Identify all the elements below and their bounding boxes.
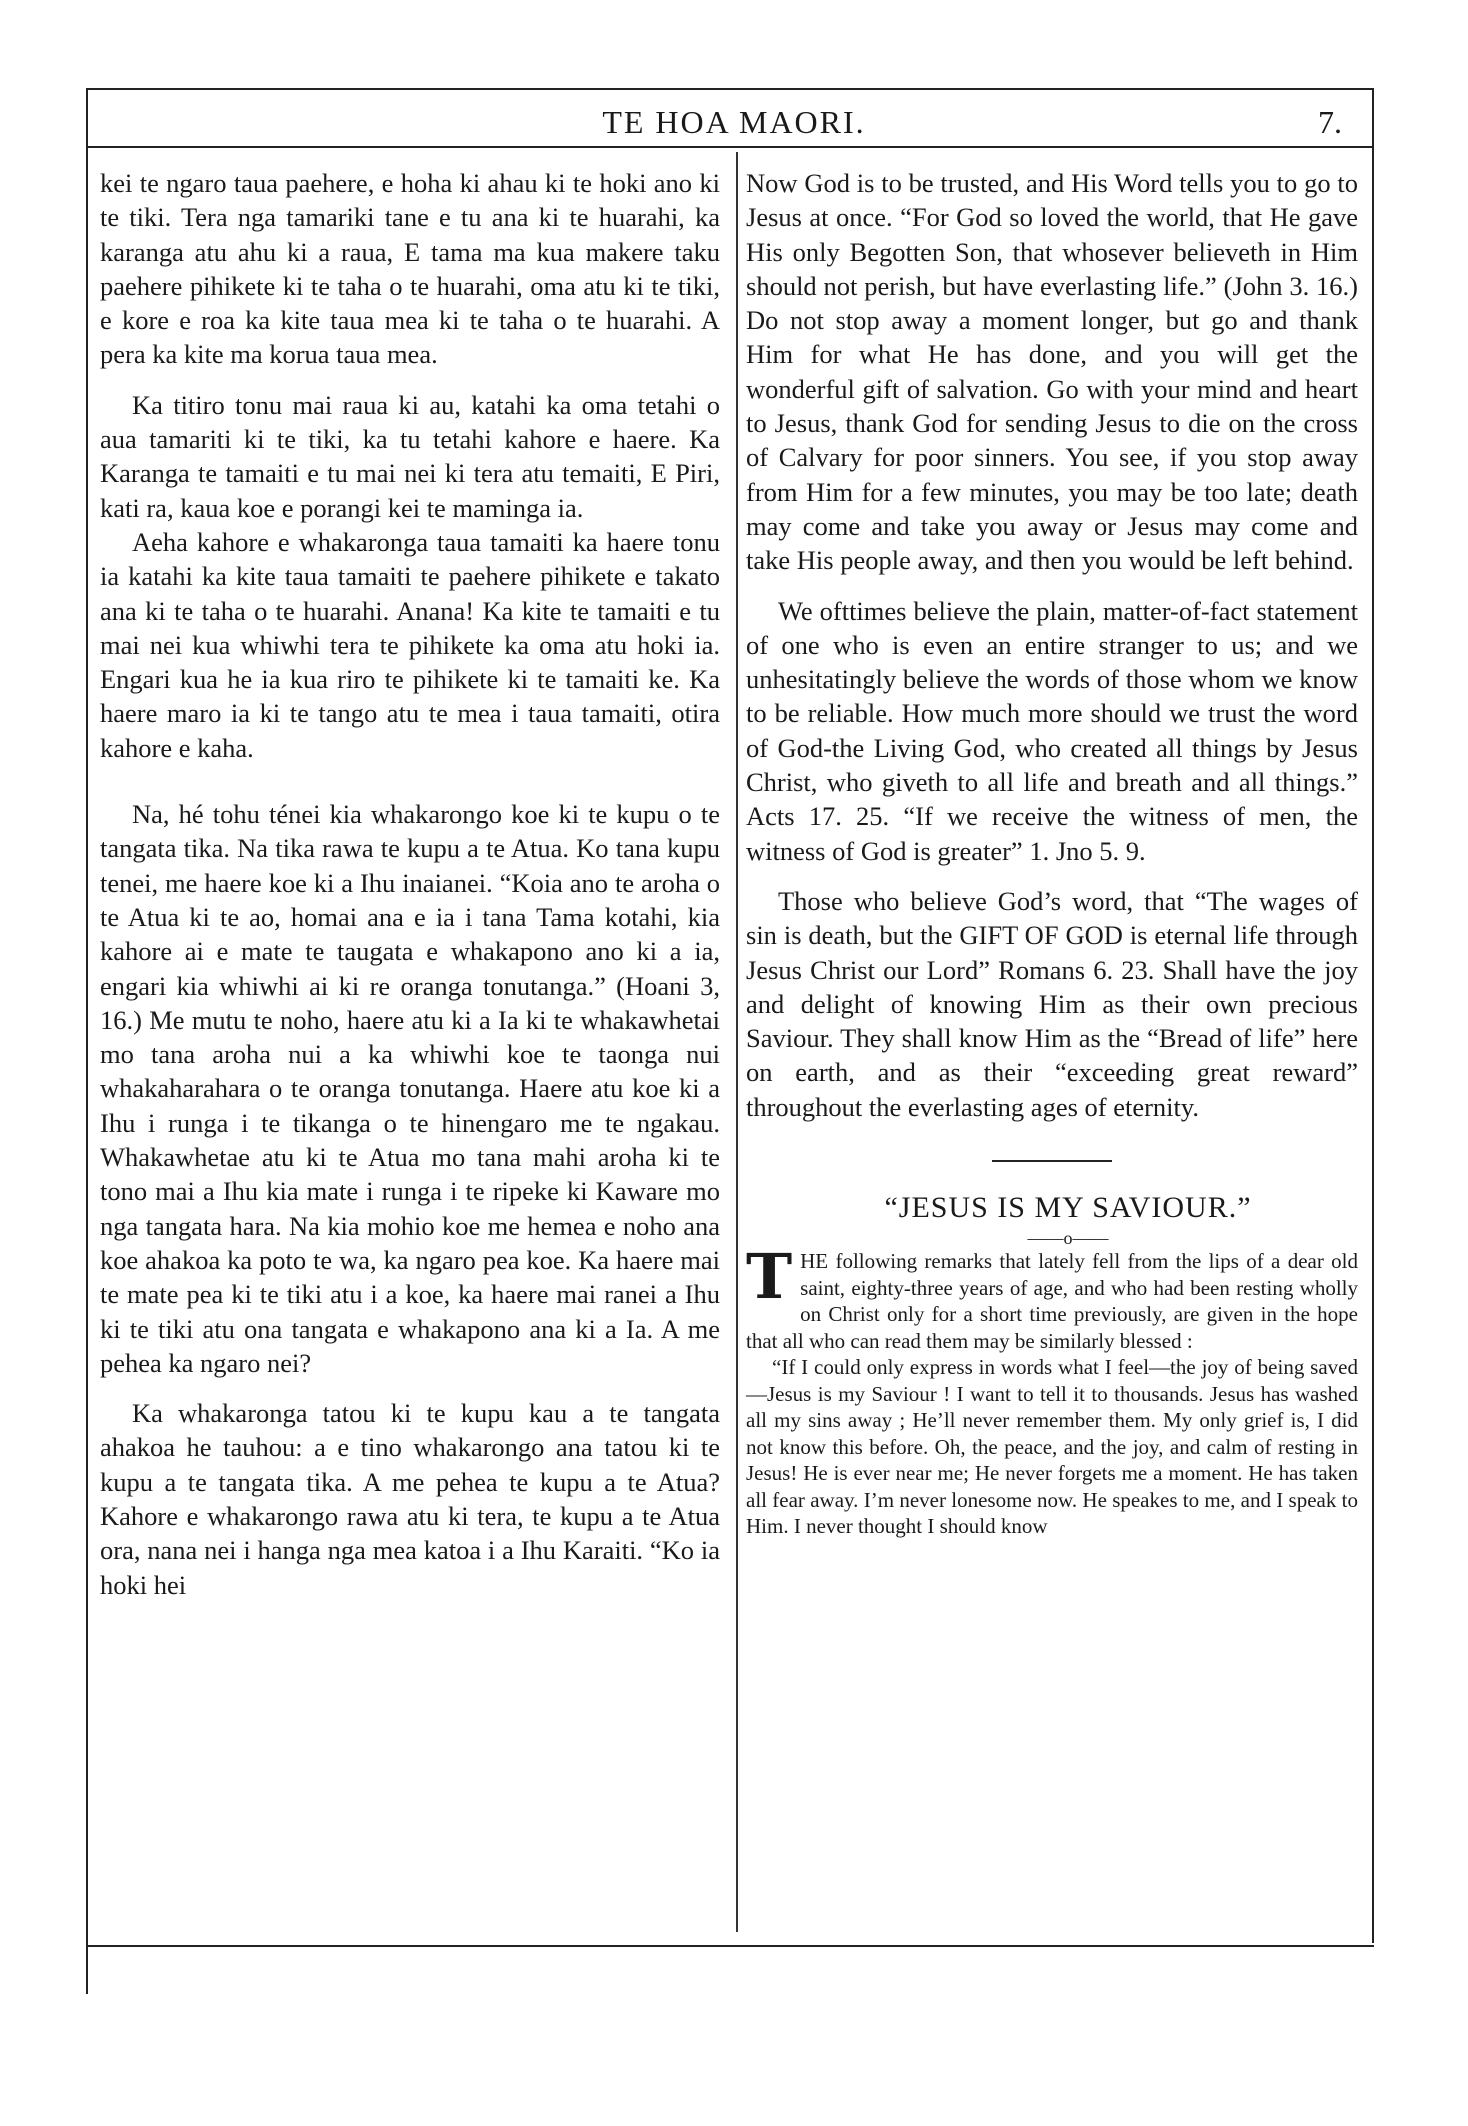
article-intro — [746, 1240, 1358, 1354]
drop-cap: T — [746, 1240, 793, 1314]
column-divider — [736, 152, 738, 1932]
left-column — [100, 166, 720, 1602]
paragraph: kei te ngaro taua paehere, e hoha ki ahau ki te hoki ano ki te tiki. Tera nga tamariki tane e tu ana ki te huarahi, ka karanga atu ahu ki a raua, E tama ma kua makere taku paehere pihikete ki te taha o te huarahi, oma atu ki te tiki, e kore e roa ka kite taua mea ki te taha o te huarahi. A pera ka kite ma korua taua mea. — [100, 168, 720, 370]
paragraph: Ka titiro tonu mai raua ki au, katahi ka oma tetahi o aua tamariti ki te tiki, ka tu tetahi kahore e haere. Ka Karanga te tamaiti e tu mai nei ki tera atu temaiti, E Piri, kati ra, kaua koe e porangi kei te maminga ia. — [100, 389, 720, 523]
right-frame-line — [1372, 88, 1374, 1943]
title-separator: ——o—— — [1027, 1228, 1109, 1249]
paragraph: Ka whakaronga tatou ki te kupu kau a te tangata ahakoa he tauhou: a e tino whakarongo ana tatou ki te kupu a te tangata tika. A me pehea te kupu a te Atua? Kahore e whakarongo rawa atu ki tera, te kupu a te Atua ora, nana nei i hanga nga mea katoa i a Ihu Karaiti. “Ko ia hoki hei — [100, 1398, 720, 1600]
left-frame-line — [86, 88, 88, 1994]
paragraph: Aeha kahore e whakaronga taua tamaiti ka haere tonu ia katahi ka kite taua tamaiti te paehere pihikete e takato ana ki te taha o te huarahi. Anana! Ka kite te tamaiti e tu mai nei kua whiwhi tera te pihikete ka oma atu hoki ia. Engari kua he ia kua riro te pihikete ki te tamaiti ke. Ka haere maro ia ki te tango atu te mea i taua tamaiti, otira kahore e kaha. — [100, 526, 720, 763]
paragraph: Now God is to be trusted, and His Word tells you to go to Jesus at once. “For God so loved the world, that He gave His only Begotten Son, that whosever believeth in Him should not perish, but have everlasting life.” (John 3. 16.) Do not stop away a moment longer, but go and thank Him for what He has done, and you will get the wonderful gift of salvation. Go with your mind and heart to Jesus, thank God for sending Jesus to die on the cross of Calvary for poor sinners. You see, if you stop away from Him for a few minutes, you may be too late; death may come and take you away or Jesus may come and take His people away, and then you would be left behind. — [746, 168, 1358, 576]
top-rule — [86, 88, 1374, 90]
section-rule — [992, 1160, 1112, 1162]
paragraph: Those who believe God’s word, that “The wages of sin is death, but the GIFT OF GOD is eternal life through Jesus Christ our Lord” Romans 6. 23. Shall have the joy and delight of knowing Him as their own precious Saviour. They shall know Him as the “Bread of life” here on earth, and as their “exceeding great reward” throughout the everlasting ages of eternity. — [746, 885, 1358, 1122]
bottom-rule — [86, 1945, 1374, 1947]
masthead-title: TE HOA MAORI. — [602, 104, 866, 140]
article-quote: “If I could only express in words what I feel—the joy of being saved—Jesus is my Saviour ! I want to tell it to thousands. Jesus has washed all my sins away ; He’ll never remember them. My only grief is, I did not know this before. Oh, the peace, and the joy, and calm of resting in Jesus! He is ever near me; He never forgets me a moment. He has taken all fear away. I’m never lonesome now. He speakes to me, and I speak to Him. I never thought I should know — [746, 1355, 1358, 1539]
header-rule — [86, 146, 1374, 148]
paragraph: Na, hé tohu ténei kia whakarongo koe ki te kupu o te tangata tika. Na tika rawa te kupu a te Atua. Ko tana kupu tenei, me haere koe ki a Ihu inaianei. “Koia ano te aroha o te Atua ki te ao, homai ana e ia i tana Tama kotahi, kia kahore ai e mate te taugata e whakapono ano ki a ia, engari kia whiwhi ai ki re oranga tonutanga.” (Hoani 3, 16.) Me mutu te noho, haere atu ki a Ia ki te whakawhetai mo tana aroha nui a ka whiwhi koe te taonga nui whakaharahara o te oranga tonutanga. Haere atu koe ki a Ihu i runga i te tikanga o te hinengaro me te ngakau. Whakawhetae atu ki te Atua mo tana mahi aroha ki te tono mai a Ihu kia mate i runga i te ripeke ki Kaware mo nga tangata hara. Na kia mohio koe me hemea e noho ana koe ahakoa ka poto te wa, ka ngaro pea koe. Ka haere mai te mate pea ki te tiki atu i a koe, ka haere mai ranei a Ihu ki te tiki atu ona tangata e whakapono ana ki a Ia. A me pehea ka ngaro nei? — [100, 799, 720, 1378]
paragraph: We ofttimes believe the plain, matter-of-fact statement of one who is even an entire stranger to us; and we unhesitatingly believe the words of those whom we know to be reliable. How much more should we trust the word of God-the Living God, who created all things by Jesus Christ, who giveth to all life and breath and all things.” Acts 17. 25. “If we receive the witness of men, the witness of God is greater” 1. Jno 5. 9. — [746, 595, 1358, 866]
right-column — [746, 166, 1358, 1540]
article-title: “JESUS IS MY SAVIOUR.” — [884, 1191, 1252, 1225]
article-intro-text: HE following remarks that lately fell from the lips of a dear old saint, eighty-three years of age, and who had been resting wholly on Christ only for a short time previously, are given in the hope that all who can read them may be similarly blessed : — [746, 1249, 1358, 1353]
page-number: 7. — [1318, 104, 1342, 140]
article-body — [746, 1240, 1358, 1540]
